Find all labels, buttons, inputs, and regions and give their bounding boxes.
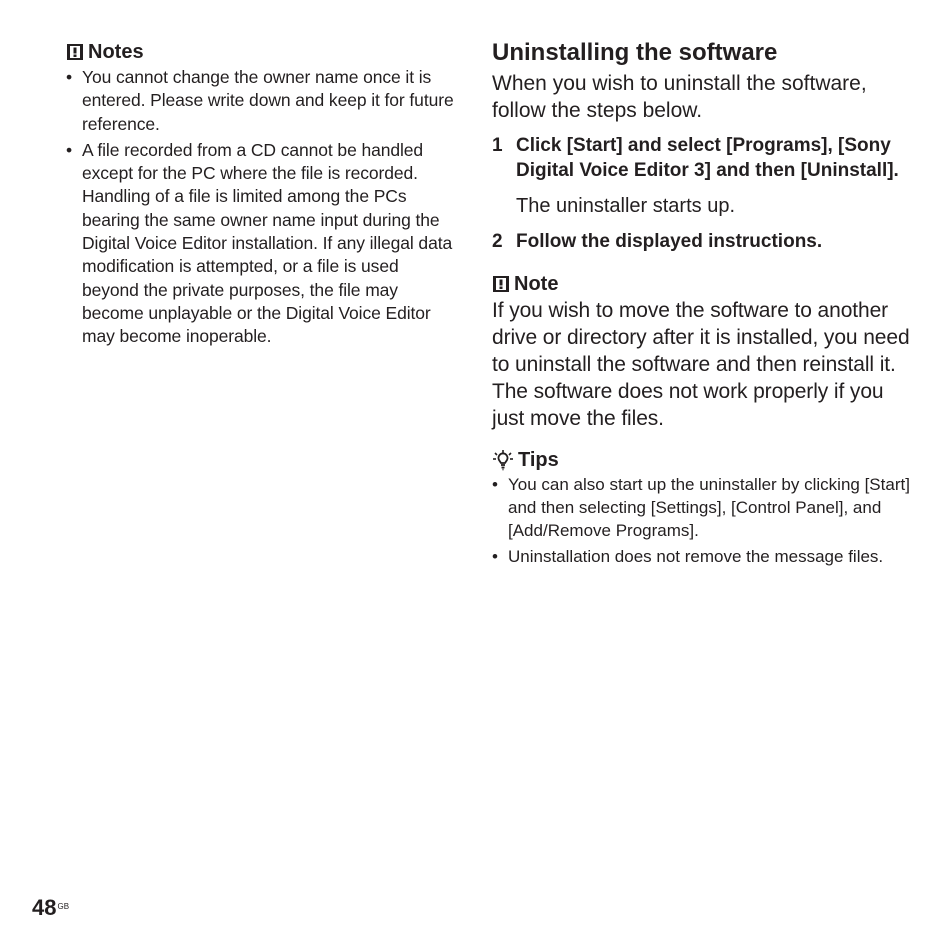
note-text: You cannot change the owner name once it is entered. Please write down and keep it for future reference.	[82, 67, 454, 134]
lightbulb-icon	[492, 449, 514, 471]
step-1	[492, 134, 912, 183]
note-heading-label: Note	[514, 272, 559, 295]
step-result: The uninstaller starts up.	[516, 195, 735, 217]
step-2	[492, 230, 912, 255]
left-column	[66, 38, 458, 351]
note-warning-icon	[66, 43, 84, 61]
step-text: Follow the displayed instructions.	[516, 231, 823, 252]
intro-text: When you wish to uninstall the software, follow the steps below.	[492, 72, 867, 122]
notes-heading-label: Notes	[88, 41, 144, 63]
tips-heading	[492, 447, 912, 473]
list-item	[66, 139, 458, 349]
step-text: Click [Start] and select [Programs], [Sony Digital Voice Editor 3] and then [Uninstall].	[516, 135, 899, 181]
notes-heading	[66, 38, 458, 66]
list-item	[66, 66, 458, 136]
right-column	[492, 38, 912, 570]
step-number: 1	[492, 135, 503, 156]
bullet: •	[66, 67, 73, 87]
note-text: A file recorded from a CD cannot be handled except for the PC where the file is recorded. Handling of a file is limited among the PCs bearing the same owner name input during the Digital Voice Editor installation. If any illegal data modification is attempted, or a file is used beyond the private purposes, the file may become unplayable or the Digital Voice Editor may become inoperable.	[82, 139, 453, 347]
list-item	[492, 545, 912, 568]
page-number	[32, 895, 69, 921]
list-item	[492, 473, 912, 542]
tip-text: You can also start up the uninstaller by clicking [Start] and then selecting [Settings], [Control Panel], and [Add/Remove Programs].	[508, 474, 910, 540]
tip-text: Uninstallation does not remove the message files.	[508, 546, 884, 566]
bullet: •	[492, 474, 498, 494]
note-heading	[492, 271, 912, 297]
section-title: Uninstalling the software	[492, 39, 778, 66]
notes-list	[66, 66, 458, 349]
tips-list	[492, 473, 912, 568]
region-code: GB	[57, 902, 70, 911]
page-number-value: 48	[32, 895, 57, 920]
note-warning-icon	[492, 275, 510, 293]
step-number: 2	[492, 231, 503, 252]
bullet: •	[492, 546, 498, 566]
tips-heading-label: Tips	[518, 448, 559, 471]
note-text: If you wish to move the software to another drive or directory after it is installed, you need to uninstall the software and then reinstall it. The software does not work properly if you just move the files.	[492, 298, 910, 431]
bullet: •	[66, 139, 73, 160]
